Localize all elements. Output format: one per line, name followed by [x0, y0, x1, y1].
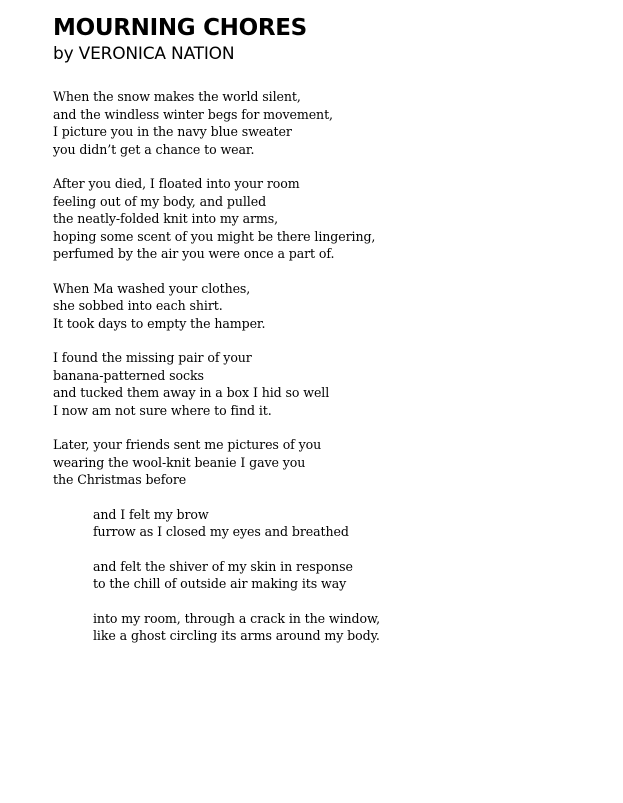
stanza	[53, 436, 613, 489]
stanza	[53, 88, 613, 158]
stanza-indented	[53, 610, 613, 645]
poem-line: perfumed by the air you were once a part of.	[53, 246, 335, 261]
poem-line: After you died, I floated into your room	[53, 176, 300, 191]
poem-line: I picture you in the navy blue sweater	[53, 124, 292, 139]
poem-line: hoping some scent of you might be there lingering,	[53, 228, 376, 244]
poem-line: wearing the wool-knit beanie I gave you	[53, 454, 306, 470]
poem-page	[53, 14, 613, 662]
stanza	[53, 280, 613, 333]
stanza	[53, 175, 613, 263]
poem-title: MOURNING CHORES	[53, 15, 307, 41]
poem-line: Later, your friends sent me pictures of you	[53, 437, 322, 452]
poem-line: the neatly-folded knit into my arms,	[53, 211, 279, 226]
poem-line: When the snow makes the world silent,	[53, 89, 301, 104]
poem-line: and I felt my brow	[93, 506, 209, 522]
poem-line: It took days to empty the hamper.	[53, 315, 266, 331]
poem-byline: by VERONICA NATION	[53, 44, 235, 64]
poem-line: the Christmas before	[53, 472, 187, 487]
poem-line: and tucked them away in a box I hid so well	[53, 385, 330, 400]
stanza-indented	[53, 506, 613, 541]
poem-line: feeling out of my body, and pulled	[53, 193, 267, 209]
poem-line: furrow as I closed my eyes and breathed	[93, 524, 349, 539]
poem-body	[53, 88, 613, 645]
poem-line: and felt the shiver of my skin in response	[93, 558, 353, 574]
poem-line: like a ghost circling its arms around my body.	[93, 628, 380, 643]
poem-line: you didn’t get a chance to wear.	[53, 141, 255, 157]
poem-line: banana-patterned socks	[53, 367, 204, 383]
poem-line: she sobbed into each shirt.	[53, 298, 223, 313]
poem-line: I found the missing pair of your	[53, 350, 252, 365]
poem-line: When Ma washed your clothes,	[53, 280, 251, 296]
poem-line: into my room, through a crack in the window,	[93, 610, 381, 626]
poem-line: I now am not sure where to find it.	[53, 402, 272, 418]
stanza-indented	[53, 558, 613, 593]
poem-line: to the chill of outside air making its way	[93, 576, 347, 591]
stanza	[53, 349, 613, 419]
poem-line: and the windless winter begs for movement,	[53, 106, 333, 122]
